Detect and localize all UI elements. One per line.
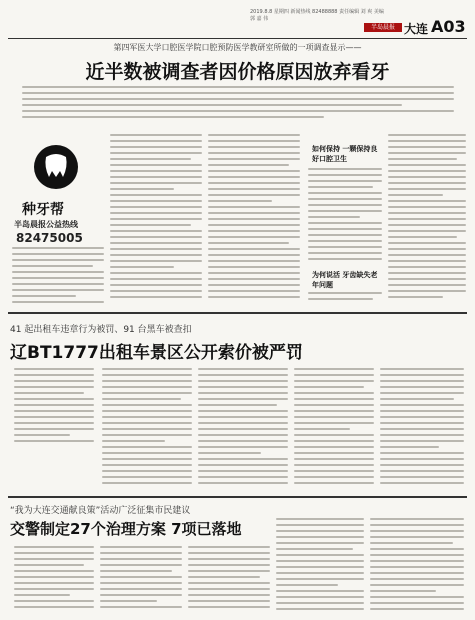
box-title: 种牙帮 <box>22 202 64 218</box>
story1-col-3 <box>308 168 382 264</box>
story1-col-4 <box>388 134 466 306</box>
box-subtitle: 半岛晨报公益热线 <box>14 220 78 229</box>
issue-meta: 2019.8.8 星期四 新闻热线 82488888 责任编辑 刘 爽 美编 郭 嘉 伟 <box>250 9 384 22</box>
story1-col-1 <box>110 134 202 306</box>
story2-col-2 <box>102 368 192 492</box>
story3-kicker: “我为大连交通献良策”活动广泛征集市民建议 <box>10 506 191 516</box>
box-phone: 82475005 <box>16 231 83 245</box>
tooth-logo-icon <box>30 143 82 191</box>
story2-col-4 <box>294 368 374 492</box>
story1-col-2 <box>208 134 300 306</box>
story1-headline: 近半数被调查者因价格原因放弃看牙 <box>85 61 390 83</box>
story1-lead <box>22 86 454 122</box>
section-rule-2 <box>8 496 467 498</box>
story3-col-1 <box>14 546 94 614</box>
story2-col-5 <box>380 368 464 492</box>
story1-col-0 <box>12 247 104 307</box>
story2-col-1 <box>14 368 94 452</box>
story3-col-5 <box>370 518 464 614</box>
section-city: 大连 <box>404 22 429 36</box>
story1-subhead-2: 为何说活 牙齿缺失老年问题 <box>312 271 378 289</box>
story2-col-3 <box>198 368 288 492</box>
story3-headline: 交警制定27个治理方案 7项已落地 <box>10 520 242 538</box>
masthead-logo: 半岛晨报 <box>364 23 402 32</box>
story1-subhead-1: 如何保持 一颗保持良好口腔卫生 <box>312 145 378 163</box>
story3-col-2 <box>100 546 182 614</box>
story2-kicker: 41 起出租车违章行为被罚、91 台黑车被查扣 <box>10 325 192 335</box>
story3-col-3 <box>188 546 270 614</box>
page-number: A03 <box>431 17 466 36</box>
story1-kicker: 第四军医大学口腔医学院口腔预防医学教研室所做的一项调查显示—— <box>113 43 362 52</box>
story3-col-4 <box>276 518 364 614</box>
story1-col-3b <box>308 292 382 308</box>
story2-headline: 辽BT1777出租车景区公开索价被严罚 <box>10 343 303 363</box>
section-rule-1 <box>8 312 467 314</box>
header-rule <box>8 38 467 39</box>
